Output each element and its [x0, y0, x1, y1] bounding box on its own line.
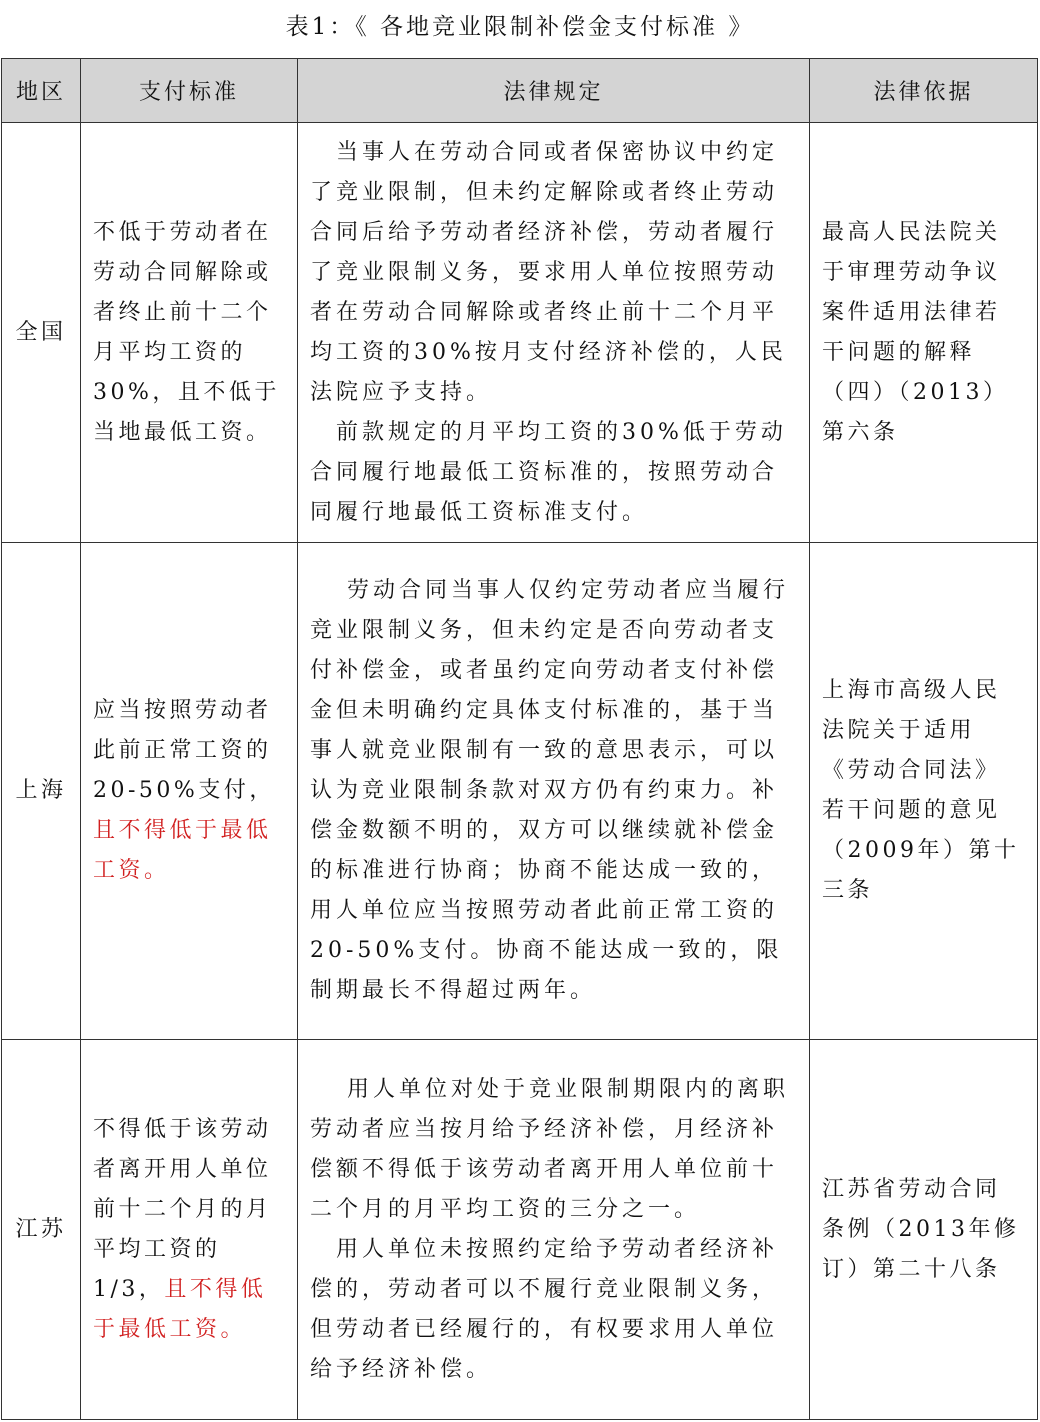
- header-basis: 法律依据: [810, 59, 1038, 123]
- region-cell: 上海: [2, 543, 81, 1040]
- basis-cell: 上海市高级人民法院关于适用《劳动合同法》若干问题的意见（2009年）第十三条: [810, 543, 1038, 1040]
- standard-text: 应当按照劳动者此前正常工资的20-50%支付，: [93, 698, 275, 803]
- compensation-table: [1, 58, 1038, 1420]
- basis-cell: 江苏省劳动合同条例（2013年修订）第二十八条: [810, 1040, 1038, 1420]
- standard-text-red: 且不得低于最低工资。: [93, 818, 272, 883]
- header-row: [2, 59, 1038, 123]
- header-standard: 支付标准: [81, 59, 298, 123]
- law-paragraph: 前款规定的月平均工资的30%低于劳动合同履行地最低工资标准的，按照劳动合同履行地最低工资标准支付。: [310, 419, 787, 525]
- standard-cell: [81, 543, 298, 1040]
- law-paragraph: 用人单位对处于竞业限制期限内的离职劳动者应当按月给予经济补偿，月经济补偿额不得低于该劳动者离开用人单位前十二个月的月平均工资的三分之一。: [310, 1076, 789, 1222]
- standard-cell: [81, 1040, 298, 1420]
- law-cell: [298, 1040, 810, 1420]
- standard-text: 不得低于该劳动者离开用人单位前十二个月的月平均工资的1/3，: [93, 1116, 272, 1302]
- law-paragraph: 当事人在劳动合同或者保密协议中约定了竞业限制，但未约定解除或者终止劳动合同后给予劳动者经济补偿，劳动者履行了竞业限制义务，要求用人单位按照劳动者在劳动合同解除或者终止前十二个月平均工资的30%按月支付经济补偿的，人民法院应予支持。: [310, 139, 787, 405]
- standard-text-red: 且不得低于最低工资。: [93, 1276, 267, 1342]
- basis-cell: 最高人民法院关于审理劳动争议案件适用法律若干问题的解释（四）（2013）第六条: [810, 123, 1038, 543]
- law-paragraph: 劳动合同当事人仅约定劳动者应当履行竞业限制义务，但未约定是否向劳动者支付补偿金，或者虽约定向劳动者支付补偿金但未明确约定具体支付标准的，基于当事人就竞业限制有一致的意思表示，可以认为竞业限制条款对双方仍有约束力。补偿金数额不明的，双方可以继续就补偿金的标准进行协商；协商不能达成一致的，用人单位应当按照劳动者此前正常工资的20-50%支付。协商不能达成一致的，限制期最长不得超过两年。: [310, 578, 789, 1003]
- table-title: 表1：《 各地竞业限制补偿金支付标准 》: [285, 14, 755, 40]
- law-cell: [298, 543, 810, 1040]
- table-row: [2, 543, 1038, 1040]
- table-row: [2, 1040, 1038, 1420]
- region-cell: 江苏: [2, 1040, 81, 1420]
- law-paragraph: 用人单位未按照约定给予劳动者经济补偿的，劳动者可以不履行竞业限制义务，但劳动者已经履行的，有权要求用人单位给予经济补偿。: [310, 1236, 779, 1382]
- header-law: 法律规定: [298, 59, 810, 123]
- table-row: [2, 123, 1038, 543]
- law-cell: [298, 123, 810, 543]
- region-cell: 全国: [2, 123, 81, 543]
- standard-cell: [81, 123, 298, 543]
- header-region: 地区: [2, 59, 81, 123]
- standard-text: 不低于劳动者在劳动合同解除或者终止前十二个月平均工资的30%，且不低于当地最低工资。: [93, 219, 280, 445]
